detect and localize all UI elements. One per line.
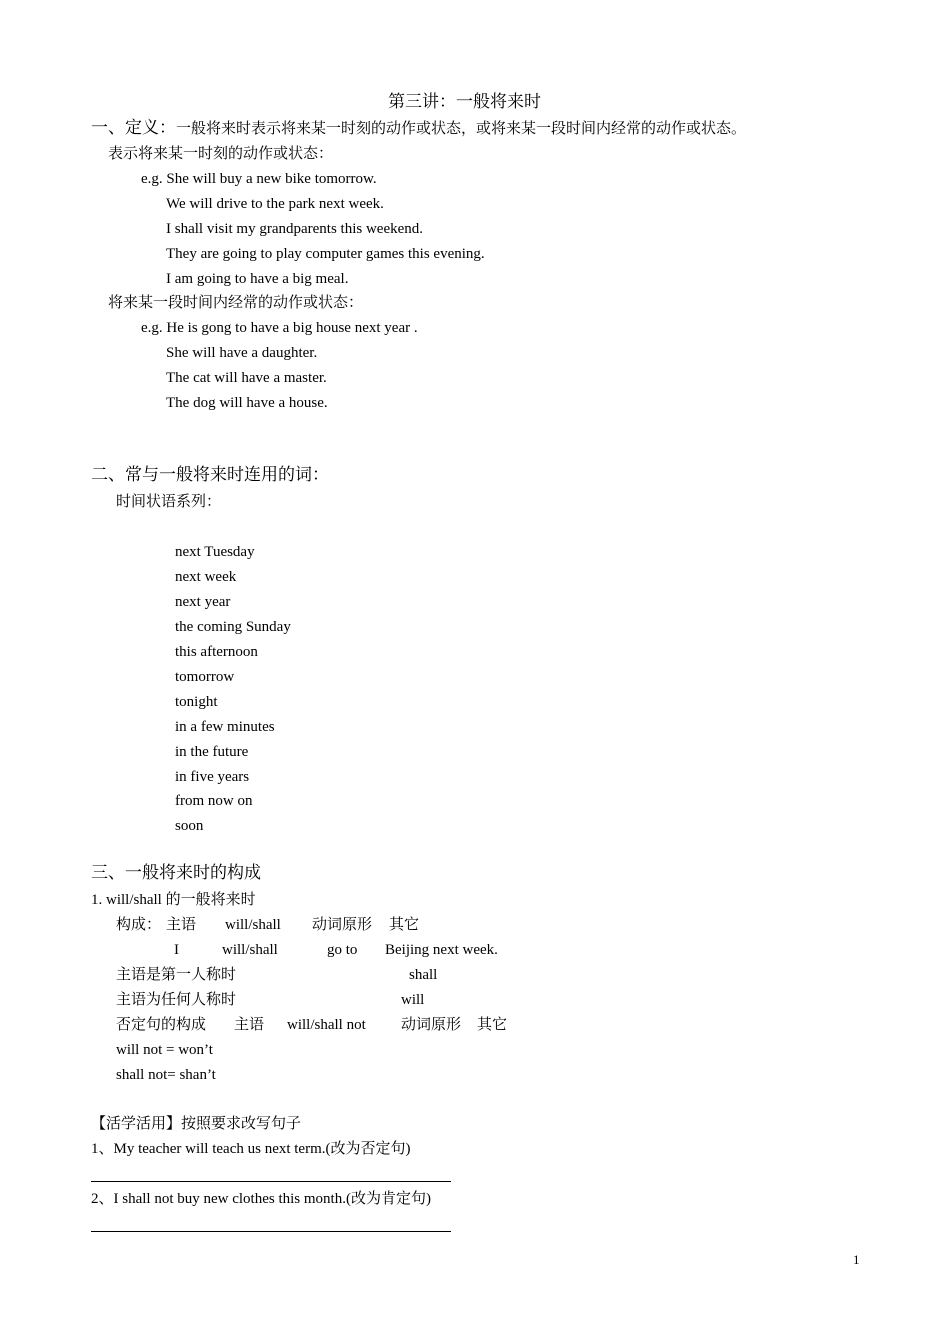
- negative-col-subject: 主语: [234, 1017, 265, 1033]
- page-title: 第三讲：一般将来时: [388, 92, 541, 111]
- example-verb: go to: [327, 942, 358, 958]
- time-adverbial-item: in a few minutes: [175, 719, 275, 735]
- any-person-value: will: [401, 992, 425, 1008]
- answer-line-1: [91, 1181, 451, 1182]
- time-adverbial-item: this afternoon: [175, 644, 258, 660]
- time-adverbial-item: tomorrow: [175, 669, 235, 685]
- example-subject: I: [174, 942, 179, 958]
- first-person-label: 主语是第一人称时: [116, 967, 237, 983]
- example-line: I shall visit my grandparents this weekend.: [166, 221, 424, 237]
- time-adverbial-item: tonight: [175, 694, 218, 710]
- section-3-heading: 三、一般将来时的构成: [91, 863, 261, 882]
- practice-question-1: 1、My teacher will teach us next term.(改为否定句): [91, 1141, 411, 1157]
- section-1-sub-1: 表示将来某一时刻的动作或状态：: [108, 146, 334, 162]
- example-line: e.g. He is gong to have a big house next year .: [141, 320, 418, 336]
- first-person-value: shall: [409, 967, 438, 983]
- structure-col-subject: 主语: [166, 917, 197, 933]
- section-1-heading: [91, 118, 746, 139]
- section-2-heading: 二、常与一般将来时连用的词：: [91, 465, 329, 484]
- example-line: They are going to play computer games this evening.: [166, 246, 485, 262]
- time-adverbial-item: next Tuesday: [175, 544, 255, 560]
- time-adverbial-item: in the future: [175, 744, 249, 760]
- contraction-wont: will not = won’t: [116, 1042, 213, 1058]
- any-person-label: 主语为任何人称时: [116, 992, 237, 1008]
- example-line: The dog will have a house.: [166, 395, 328, 411]
- structure-label: 构成：: [116, 917, 162, 933]
- example-line: I am going to have a big meal.: [166, 271, 349, 287]
- structure-col-other: 其它: [389, 917, 420, 933]
- example-line: e.g. She will buy a new bike tomorrow.: [141, 171, 377, 187]
- example-line: The cat will have a master.: [166, 370, 327, 386]
- negative-col-other: 其它: [477, 1017, 508, 1033]
- negative-label: 否定句的构成: [116, 1017, 207, 1033]
- example-line: She will have a daughter.: [166, 345, 318, 361]
- structure-col-verb: 动词原形: [312, 917, 373, 933]
- example-aux: will/shall: [222, 942, 278, 958]
- time-adverbial-item: the coming Sunday: [175, 619, 291, 635]
- negative-col-verb: 动词原形: [401, 1017, 462, 1033]
- section-1-definition: 一般将来时表示将来某一时刻的动作或状态，或将来某一段时间内经常的动作或状态。: [176, 121, 747, 137]
- time-adverbial-item: from now on: [175, 793, 253, 809]
- section-1-sub-2: 将来某一段时间内经常的动作或状态：: [108, 295, 364, 311]
- structure-col-aux: will/shall: [225, 917, 281, 933]
- example-line: We will drive to the park next week.: [166, 196, 384, 212]
- negative-col-aux: will/shall not: [287, 1017, 366, 1033]
- section-2-sub: 时间状语系列：: [116, 494, 222, 510]
- answer-line-2: [91, 1231, 451, 1232]
- time-adverbial-item: soon: [175, 818, 204, 834]
- practice-question-2: 2、I shall not buy new clothes this month.(改为肯定句): [91, 1191, 431, 1207]
- time-adverbial-item: next year: [175, 594, 231, 610]
- section-1-heading-prefix: 一、定义：: [91, 118, 176, 137]
- page-number: 1: [853, 1252, 860, 1267]
- contraction-shant: shall not= shan’t: [116, 1067, 216, 1083]
- time-adverbial-item: next week: [175, 569, 237, 585]
- section-3-point-1: 1. will/shall 的一般将来时: [91, 892, 256, 908]
- practice-heading: 【活学活用】按照要求改写句子: [91, 1116, 302, 1132]
- example-other: Beijing next week.: [385, 942, 498, 958]
- time-adverbial-item: in five years: [175, 769, 250, 785]
